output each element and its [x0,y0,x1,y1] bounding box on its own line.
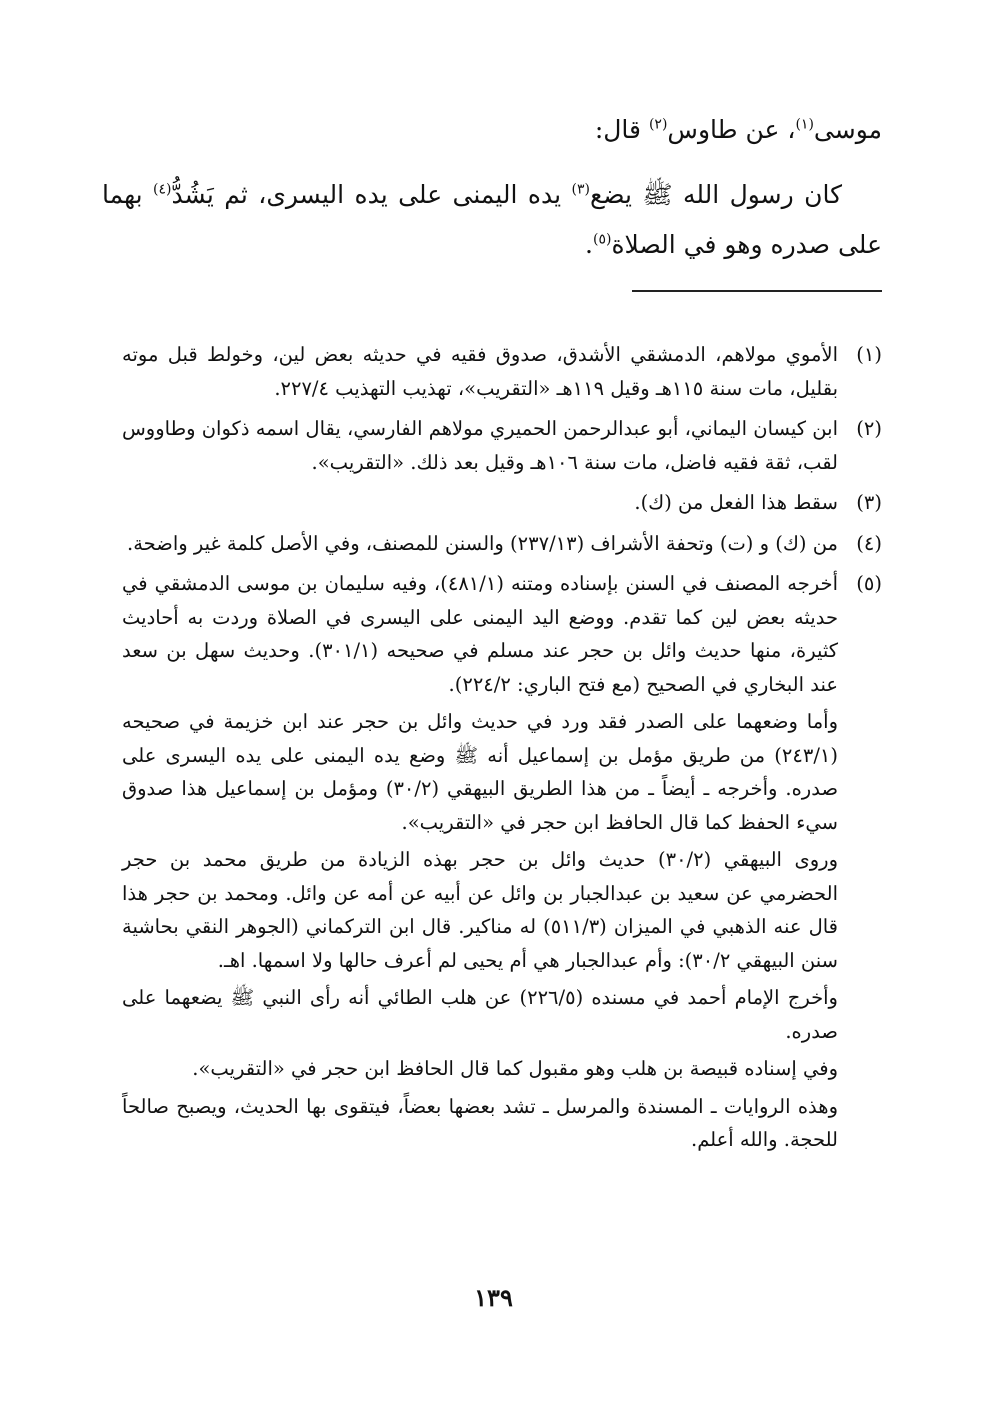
footnote-paragraph: وأما وضعهما على الصدر فقد ورد في حديث وائل بن حجر عند ابن خزيمة في صحيحه (٢٤٣/١) من طريق مؤمل بن إسماعيل أنه ﷺ وضع يده اليمنى على يده اليسرى على صدره. وأخرجه ـ أيضاً ـ من هذا الطريق البيهقي (٣٠/٢) ومؤمل بن إسماعيل هذا صدوق سيء الحفظ كما قال الحافظ ابن حجر في «التقريب». [122,710,839,834]
main-text-fragment: ، عن طاوس [667,115,796,144]
footnote-paragraph: وروى البيهقي (٣٠/٢) حديث وائل بن حجر بهذه الزيادة من طريق محمد بن حجر الحضرمي عن سعيد بن عبدالجبار بن وائل عن أبيه عن أمه عن وائل. ومحمد بن حجر هذا قال عنه الذهبي في الميزان (٥١١/٣) له مناكير. قال ابن التركماني (الجوهر النقي بحاشية سنن البيهقي ٣٠/٢): وأم عبدالجبار هي أم يحيى لم أعرف حالها ولا اسمها. اهـ. [122,848,838,972]
footnote-body [122,338,838,409]
footnote-body [122,567,838,1161]
footnote-body [122,412,838,483]
main-text-fragment: يده اليمنى على يده اليسرى، ثم يَشُدُّ [171,180,572,209]
footnote-body [122,527,838,565]
footnote-paragraph: وأخرج الإمام أحمد في مسنده (٢٢٦/٥) عن هلب الطائي أنه رأى النبي ﷺ يضعهما على صدره. [122,986,838,1043]
footnote-ref-1: (١) [795,116,814,133]
footnotes [122,338,882,1164]
footnote-paragraph: ابن كيسان اليماني، أبو عبدالرحمن الحميري مولاهم الفارسي، يقال اسمه ذكوان وطاووس لقب، ثقة فقيه فاضل، مات سنة ١٠٦هـ وقيل بعد ذلك. «التقريب». [122,417,838,474]
footnote-separator [632,290,882,292]
footnote-paragraph: من (ك) و (ت) وتحفة الأشراف (٢٣٧/١٣) والسنن للمصنف، وفي الأصل كلمة غير واضحة. [127,531,838,555]
main-text-fragment: موسى [813,115,882,144]
footnote-1 [122,338,882,409]
footnote-body [122,486,838,524]
main-text-line-1 [102,108,882,152]
footnote-number: (٣) [856,491,882,514]
main-text [102,108,882,270]
footnote-4 [122,527,882,565]
footnote-number: (٢) [856,417,882,440]
footnote-3 [122,486,882,524]
main-text-fragment: كان رسول الله ﷺ يضع [589,180,842,209]
main-text-paragraph [102,170,882,270]
footnote-number: (٥) [856,572,882,595]
main-text-fragment: بهما على صدره وهو في الصلاة [102,180,882,259]
footnote-number: (٤) [856,531,882,555]
footnote-paragraph: الأموي مولاهم، الدمشقي الأشدق، صدوق فقيه في حديثه بعض لين، وخولط قبل موته بقليل، مات سنة ١١٥هـ وقيل ١١٩هـ «التقريب»، تهذيب التهذيب ٢٢٧/٤. [122,343,838,400]
footnote-5 [122,567,882,1161]
footnote-ref-5: (٥) [592,231,612,248]
footnote-number: (١) [856,343,882,366]
footnote-paragraph: أخرجه المصنف في السنن بإسناده ومتنه (٤٨١/١)، وفيه سليمان بن موسى الدمشقي في حديثه بعض لين كما تقدم. ووضع اليد اليمنى على اليسرى في الصلاة وردت به أحاديث كثيرة، منها حديث وائل بن حجر عند مسلم في صحيحه (٣٠١/١). وحديث سهل بن سعد عند البخاري في الصحيح (مع فتح الباري: ٢٢٤/٢). [122,572,838,696]
footnote-paragraph: وفي إسناده قبيصة بن هلب وهو مقبول كما قال الحافظ ابن حجر في «التقريب». [192,1057,838,1080]
footnote-ref-2: (٢) [648,116,668,133]
main-text-fragment: قال: [594,115,649,144]
footnote-paragraph: سقط هذا الفعل من (ك). [634,491,838,514]
footnote-paragraph: وهذه الروايات ـ المسندة والمرسل ـ تشد بعضها بعضاً، فيتقوى بها الحديث، ويصبح صالحاً للحجة. والله أعلم. [122,1094,838,1151]
page-number: ١٣٩ [474,1283,513,1312]
main-text-fragment: . [585,230,593,259]
footnote-ref-3: (٣) [571,181,590,198]
footnote-2 [122,412,882,483]
footnote-ref-4: (٤) [152,181,172,198]
